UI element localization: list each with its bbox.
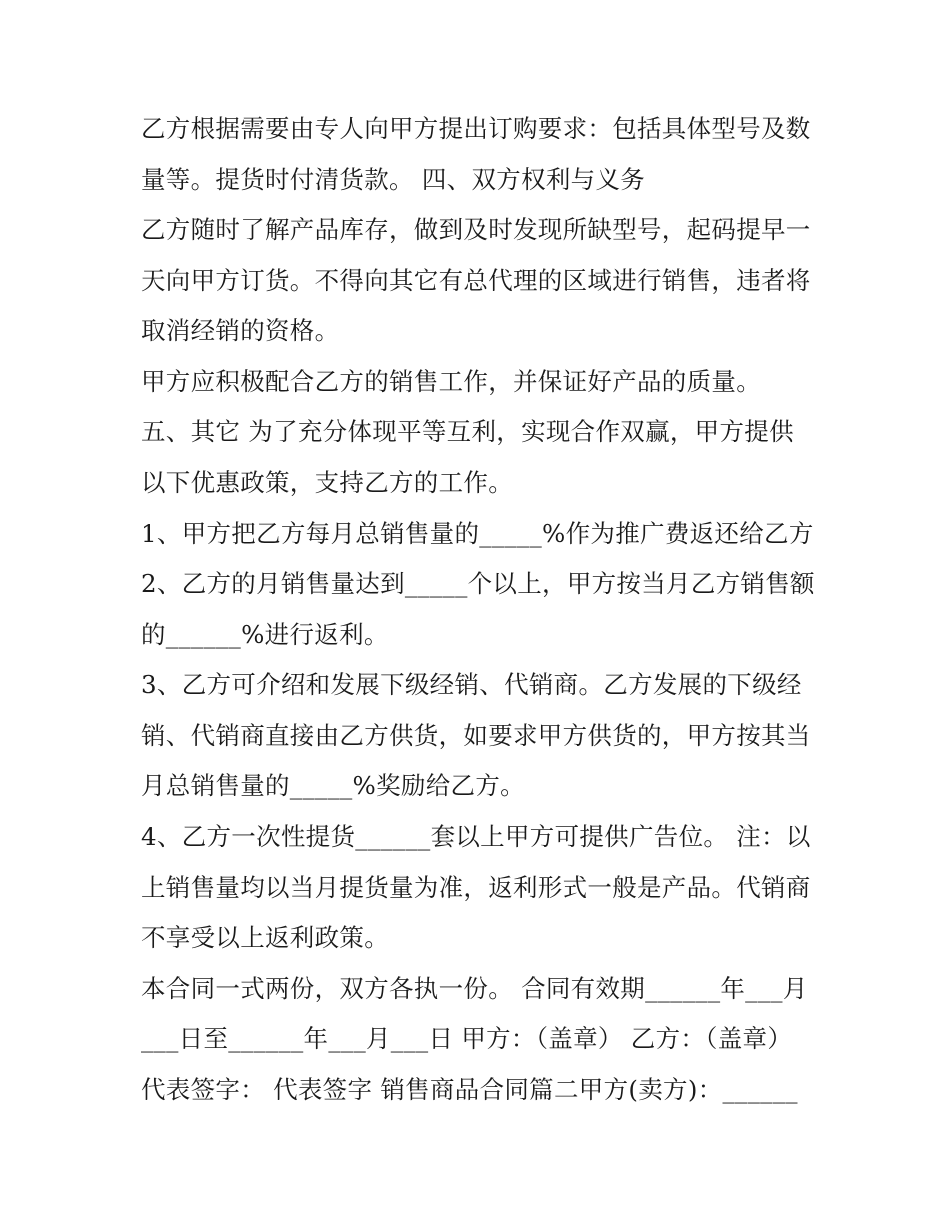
text-line: 本合同一式两份，双方各执一份。 合同有效期______年___月: [141, 974, 808, 1003]
text-line: 4、乙方一次性提货______套以上甲方可提供广告位。 注：以: [141, 822, 811, 851]
text-line: 以下优惠政策，支持乙方的工作。: [141, 468, 513, 497]
text-line: 不享受以上返利政策。: [141, 923, 389, 952]
text-line: 2、乙方的月销售量达到_____个以上，甲方按当月乙方销售额: [141, 569, 815, 598]
text-line: 的______%进行返利。: [141, 620, 389, 649]
text-line: 五、其它 为了充分体现平等互利，实现合作双赢，甲方提供: [141, 417, 794, 446]
text-line: 1、甲方把乙方每月总销售量的_____%作为推广费返还给乙方: [141, 519, 814, 548]
text-line: 上销售量均以当月提货量为准，返利形式一般是产品。代销商: [141, 873, 811, 902]
text-line: 天向甲方订货。不得向其它有总代理的区域进行销售，违者将: [141, 266, 811, 295]
text-line: 乙方根据需要由专人向甲方提出订购要求：包括具体型号及数: [141, 114, 811, 143]
text-line: 量等。提货时付清货款。 四、双方权利与义务: [141, 165, 646, 194]
text-line: 销、代销商直接由乙方供货，如要求甲方供货的，甲方按其当: [141, 721, 811, 750]
text-line: 月总销售量的_____%奖励给乙方。: [141, 771, 525, 800]
text-line: 3、乙方可介绍和发展下级经销、代销商。乙方发展的下级经: [141, 670, 802, 699]
text-line: ___日至______年___月___日 甲方：（盖章） 乙方：（盖章）: [141, 1024, 793, 1053]
text-line: 代表签字： 代表签字 销售商品合同篇二甲方(卖方)：______: [141, 1075, 798, 1104]
text-line: 取消经销的资格。: [141, 316, 340, 345]
text-line: 乙方随时了解产品库存，做到及时发现所缺型号，起码提早一: [141, 215, 811, 244]
text-line: 甲方应积极配合乙方的销售工作，并保证好产品的质量。: [141, 367, 761, 396]
